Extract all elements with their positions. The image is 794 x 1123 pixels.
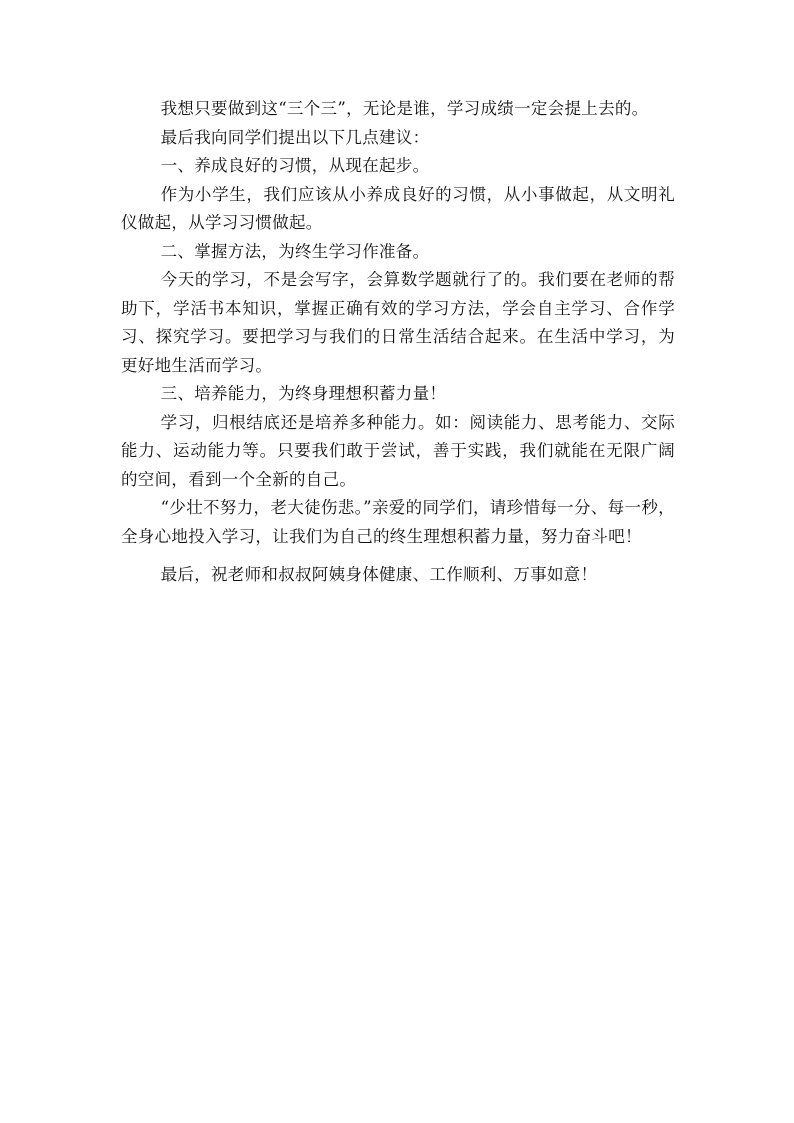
heading-point-one: 一、养成良好的习惯，从现在起步。 <box>160 156 430 175</box>
paragraph-conclusion: 我想只要做到这“三个三”，无论是谁，学习成绩一定会提上去的。 <box>160 99 649 118</box>
paragraph-closing-wishes: 最后，祝老师和叔叔阿姨身体健康、工作顺利、万事如意！ <box>160 565 598 584</box>
document-body <box>121 95 675 590</box>
paragraph-exhortation: “少壮不努力，老大徒伤悲。”亲爱的同学们，请珍惜每一分、每一秒，全身心地投入学习，让我们为自己的终生理想积蓄力量，努力奋斗吧！ <box>121 498 675 546</box>
paragraph-suggestions-intro: 最后我向同学们提出以下几点建议： <box>160 127 430 147</box>
paragraph-point-three: 学习，归根结底还是培养多种能力。如：阅读能力、思考能力、交际能力、运动能力等。只要我们敢于尝试，善于实践，我们就能在无限广阔的空间，看到一个全新的自己。 <box>121 412 675 489</box>
paragraph-point-two: 今天的学习，不是会写字，会算数学题就行了的。我们要在老师的帮助下，学活书本知识，掌握正确有效的学习方法，学会自主学习、合作学习、探究学习。要把学习与我们的日常生活结合起来。在生活中学习，为更好地生活而学习。 <box>121 270 675 375</box>
paragraph-point-one: 作为小学生，我们应该从小养成良好的习惯，从小事做起，从文明礼仪做起，从学习习惯做起。 <box>121 184 675 232</box>
heading-point-two: 二、掌握方法，为终生学习作准备。 <box>160 241 430 261</box>
heading-point-three: 三、培养能力，为终身理想积蓄力量！ <box>160 384 447 403</box>
